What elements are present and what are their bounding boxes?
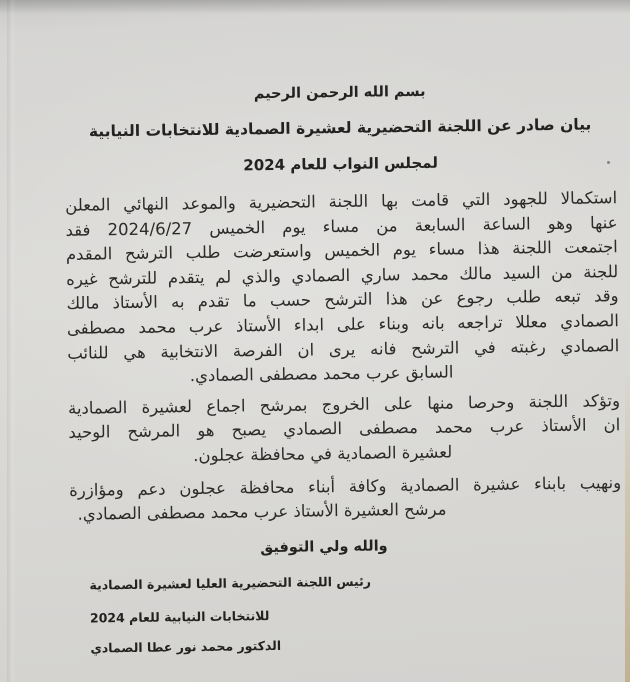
body-line: ان الأستاذ عرب محمد مصطفى الصمادي يصبح هو المرشح الوحيد bbox=[68, 415, 621, 443]
body-line: اجتمعت اللجنة هذا مساء يوم الخميس واستعرضت طلب الترشح المقدم bbox=[65, 237, 618, 265]
statement-subtitle: لمجلس النواب للعام 2024 bbox=[243, 153, 439, 175]
basmala-text: بسم الله الرحمن الرحيم bbox=[253, 83, 426, 103]
body-line: استكمالا للجهود التي قامت بها اللجنة التحضيرية والموعد النهائي المعلن bbox=[65, 188, 618, 215]
body-line: الصمادي معللا تراجعه بانه وبناء على ابداء الأستاذ عرب محمد مصطفى bbox=[66, 311, 619, 338]
closing-text: والله ولي التوفيق bbox=[260, 538, 388, 556]
signature-block bbox=[70, 569, 623, 657]
body-line: مرشح العشيرة الأستاذ عرب محمد مصطفى الصمادي. bbox=[77, 499, 447, 524]
paper-left-crease bbox=[7, 0, 16, 682]
signature-year-line: للانتخابات النيابية للعام 2024 bbox=[89, 607, 270, 626]
body-line: وقد تبعه طلب رجوع عن هذا الترشح حسب ما تقدم به الأستاذ مالك bbox=[66, 286, 619, 314]
paragraph-1 bbox=[65, 186, 620, 390]
paper-right-edge bbox=[625, 368, 630, 682]
paragraph-2 bbox=[68, 389, 621, 470]
body-line: الصمادي رغبته في الترشح فانه يرى ان الفرصة الانتخابية هي للنائب bbox=[67, 335, 620, 363]
body-line: وتؤكد اللجنة وحرصا منها على الخروج بمرشح اجماع لعشيرة الصمادية bbox=[67, 390, 621, 418]
body-line: عنها وهو الساعة السابعة من مساء يوم الخميس 2024/6/27 فقد bbox=[65, 212, 618, 240]
body-line: للجنة من السيد مالك محمد ساري الصمادي والذي لم يتقدم للترشح غيره bbox=[66, 261, 619, 289]
signature-role-line: رئيس اللجنة التحضيرية العليا لعشيرة الصمادية bbox=[89, 573, 372, 593]
signature-name-line: الدكتور محمد نور عطا الصمادي bbox=[90, 637, 282, 656]
body-line: لعشيرة الصمادية في محافظة عجلون. bbox=[193, 442, 453, 466]
paragraph-3 bbox=[69, 471, 622, 528]
statement-document bbox=[62, 0, 623, 657]
statement-title: بيان صادر عن اللجنة التحضيرية لعشيرة الصمادية للانتخابات النيابية bbox=[88, 115, 592, 141]
body-line: السابق عرب محمد مصطفى الصمادي. bbox=[189, 362, 454, 386]
body-line: ونهيب بابناء عشيرة الصمادية وكافة أبناء محافظة عجلون دعم ومؤازرة bbox=[69, 472, 622, 500]
